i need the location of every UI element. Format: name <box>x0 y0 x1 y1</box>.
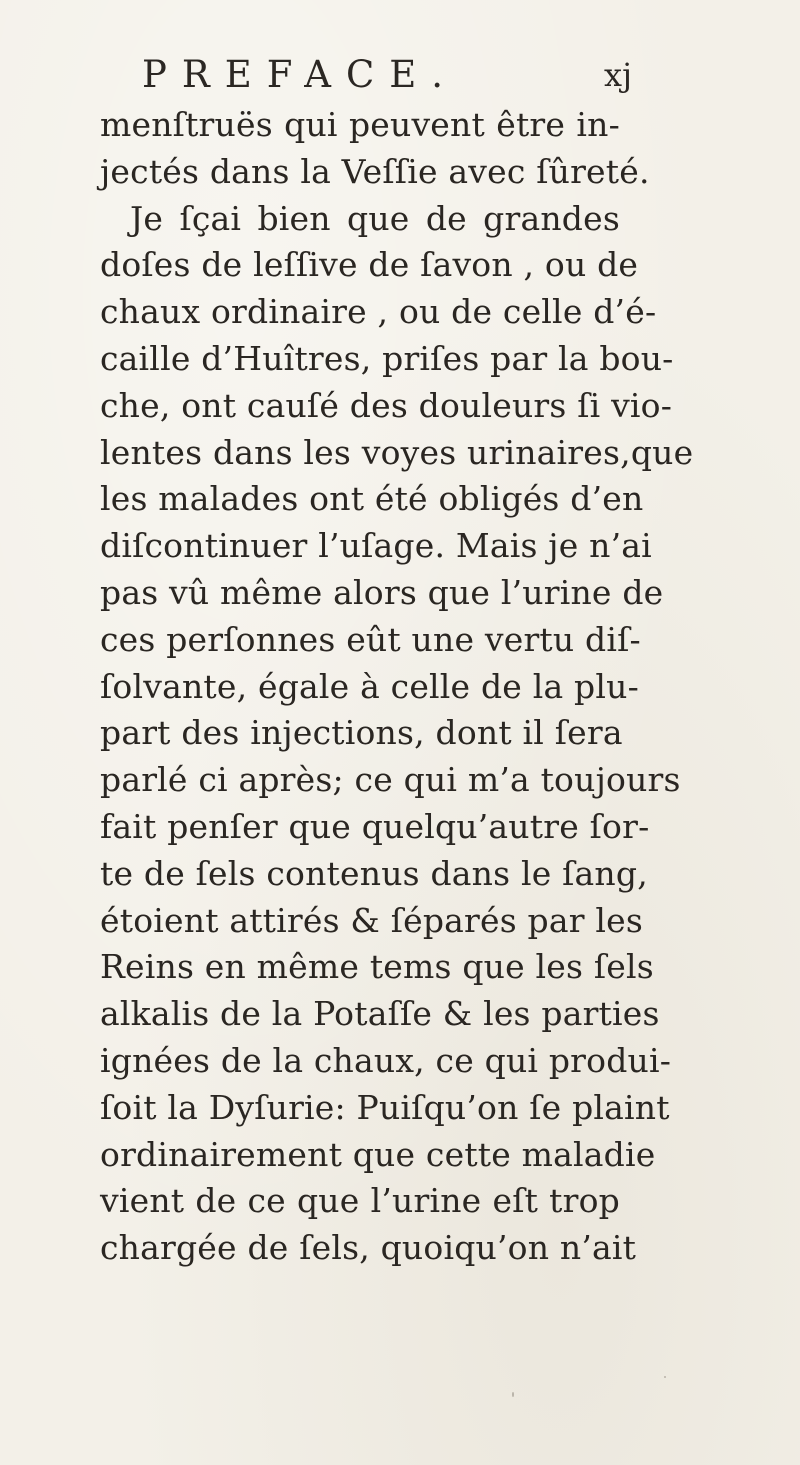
text-line: che, ont cauſé des douleurs ſi vio- <box>100 385 673 425</box>
text-line: fait penſer que quelqu’autre ſor- <box>100 806 650 846</box>
text-line: les malades ont été obligés d’en <box>100 479 644 519</box>
text-line: doſes de leſſive de ſavon , ou de <box>100 245 639 285</box>
text-line-paragraph-start: Je ſçai bien que de grandes <box>130 198 620 238</box>
text-line: ignées de la chaux, ce qui produi- <box>100 1040 672 1080</box>
text-line: ſoit la Dyſurie: Puiſqu’on ſe plaint <box>100 1087 670 1127</box>
text-line: étoient attirés & ſéparés par les <box>100 900 644 940</box>
page-number: xj <box>604 56 632 94</box>
text-line: part des injections, dont il ſera <box>100 713 623 753</box>
text-line: chargée de ſels, quoiqu’on n’ait <box>100 1228 637 1268</box>
text-line: pas vû même alors que l’urine de <box>100 572 664 612</box>
text-line: chaux ordinaire , ou de celle d’é- <box>100 292 657 332</box>
running-title: PREFACE. <box>142 53 459 96</box>
text-line: caille d’Huîtres, priſes par la bou- <box>100 338 674 378</box>
body-text <box>100 102 694 1272</box>
text-line: te de ſels contenus dans le ſang, <box>100 853 648 893</box>
text-line: ces perſonnes eût une vertu diſ- <box>100 619 641 659</box>
text-line: parlé ci après; ce qui m’a toujours <box>100 760 681 800</box>
page-header <box>142 52 632 98</box>
text-line: diſcontinuer l’uſage. Mais je n’ai <box>100 526 652 566</box>
text-line: alkalis de la Potaſſe & les parties <box>100 994 660 1034</box>
text-line: vient de ce que l’urine eſt trop <box>100 1181 620 1221</box>
text-line: Reins en même tems que les ſels <box>100 947 654 987</box>
text-line: jectés dans la Veſſie avec ſûreté. <box>100 151 650 191</box>
paper-speck <box>438 1248 441 1251</box>
text-line: menſtruës qui peuvent être in- <box>100 105 620 144</box>
paper-speck <box>664 1376 666 1378</box>
text-line: ordinairement que cette maladie <box>100 1134 656 1174</box>
paper-speck <box>512 1392 514 1397</box>
text-line: lentes dans les voyes urinaires,que <box>100 432 694 472</box>
text-line: ſolvante, égale à celle de la plu- <box>100 666 639 706</box>
